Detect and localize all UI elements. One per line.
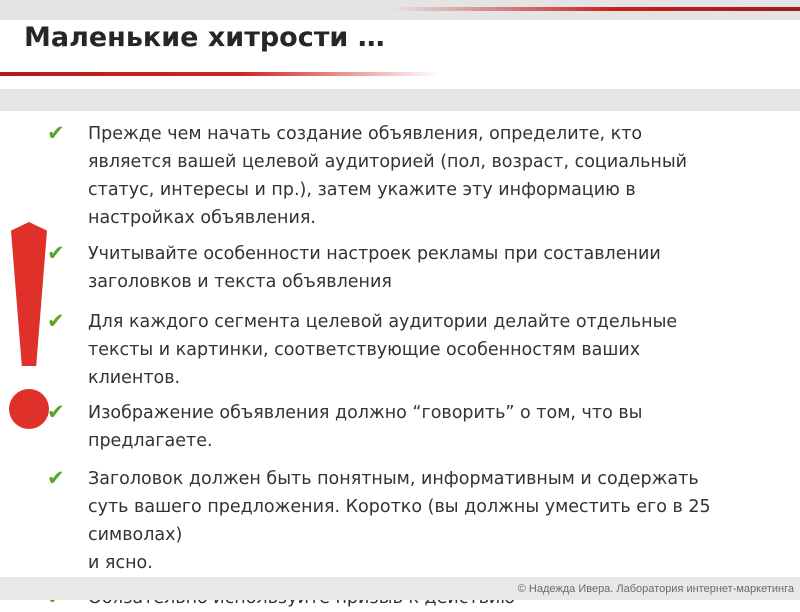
exclamation-dot: [9, 389, 49, 429]
checkmark-icon: ✔: [47, 400, 65, 424]
bullet-text: Изображение объявления должно “говорить” о том, что вы предлагаете.: [88, 403, 643, 451]
bullet-text: Заголовок должен быть понятным, информативным и содержать суть вашего предложения. Коротко (вы должны уместить его в 25 символах) и ясно.: [88, 469, 711, 573]
checkmark-icon: ✔: [47, 121, 65, 145]
title-underline: [0, 72, 440, 76]
bullet-text: Прежде чем начать создание объявления, определите, кто является вашей целевой аудиторией (пол, возраст, социальный статус, интересы и пр.), затем укажите эту информацию в настройках объявления.: [88, 124, 688, 228]
gray-divider-band: [0, 89, 800, 111]
checkmark-icon: ✔: [47, 466, 65, 490]
checkmark-icon: ✔: [47, 241, 65, 265]
footer-copyright: © Надежда Ивера. Лаборатория интернет-маркетинга: [517, 583, 794, 595]
exclamation-mark-icon: [11, 222, 47, 366]
bullet-text: Учитывайте особенности настроек рекламы при составлении заголовков и текста объявления: [88, 244, 661, 292]
bullet-text: Для каждого сегмента целевой аудитории делайте отдельные тексты и картинки, соответствующие особенностям ваших клиентов.: [88, 312, 678, 388]
checkmark-icon: ✔: [47, 309, 65, 333]
top-accent-line: [390, 7, 800, 11]
slide-title: Маленькие хитрости …: [24, 22, 385, 53]
